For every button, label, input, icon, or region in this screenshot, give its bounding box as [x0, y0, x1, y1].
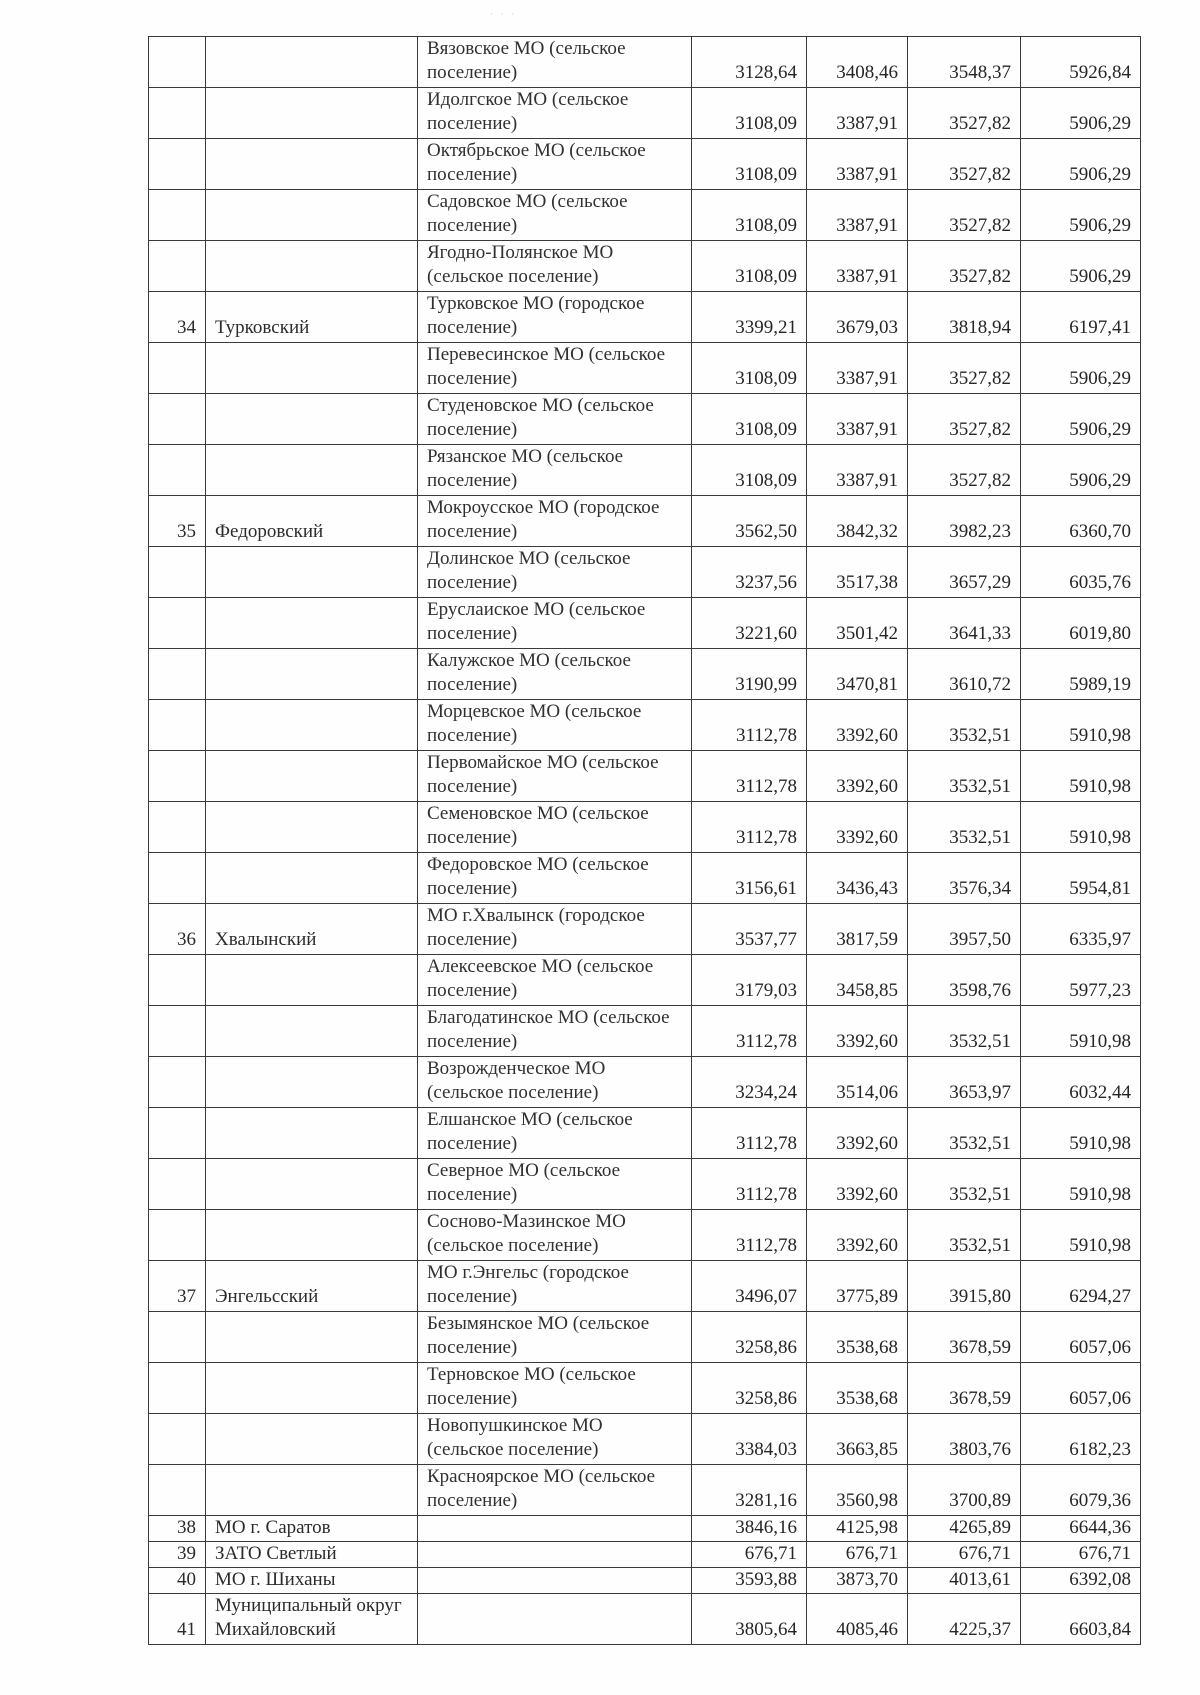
row-number	[149, 1312, 206, 1363]
table-row	[149, 547, 1141, 598]
value-2: 3679,03	[807, 292, 908, 343]
value-2: 3392,60	[807, 1159, 908, 1210]
value-2: 3392,60	[807, 802, 908, 853]
value-4: 5906,29	[1021, 139, 1141, 190]
table-row	[149, 700, 1141, 751]
value-3: 3527,82	[908, 190, 1021, 241]
table-row	[149, 1159, 1141, 1210]
row-number	[149, 139, 206, 190]
value-2: 3408,46	[807, 37, 908, 88]
settlement-name: Красноярское МО (сельское поселение)	[418, 1465, 692, 1516]
value-4: 5910,98	[1021, 1159, 1141, 1210]
settlement-name: Благодатинское МО (сельское поселение)	[418, 1006, 692, 1057]
value-3: 3548,37	[908, 37, 1021, 88]
value-3: 676,71	[908, 1542, 1021, 1568]
value-2: 3842,32	[807, 496, 908, 547]
district-name	[206, 1363, 418, 1414]
table-row	[149, 88, 1141, 139]
district-name	[206, 751, 418, 802]
row-number	[149, 190, 206, 241]
row-number	[149, 343, 206, 394]
row-number	[149, 1210, 206, 1261]
settlement-name: Первомайское МО (сельское поселение)	[418, 751, 692, 802]
value-1: 3258,86	[692, 1363, 807, 1414]
table-row	[149, 343, 1141, 394]
value-2: 3775,89	[807, 1261, 908, 1312]
value-2: 3538,68	[807, 1363, 908, 1414]
value-1: 3237,56	[692, 547, 807, 598]
district-name	[206, 445, 418, 496]
table-row	[149, 802, 1141, 853]
value-1: 3562,50	[692, 496, 807, 547]
table-row	[149, 139, 1141, 190]
value-4: 6182,23	[1021, 1414, 1141, 1465]
value-2: 3387,91	[807, 445, 908, 496]
value-4: 6057,06	[1021, 1363, 1141, 1414]
district-name	[206, 598, 418, 649]
value-3: 3700,89	[908, 1465, 1021, 1516]
row-number	[149, 88, 206, 139]
value-3: 3527,82	[908, 394, 1021, 445]
value-1: 3108,09	[692, 445, 807, 496]
value-1: 3190,99	[692, 649, 807, 700]
value-2: 3392,60	[807, 1108, 908, 1159]
value-1: 3281,16	[692, 1465, 807, 1516]
row-number	[149, 241, 206, 292]
district-name: Турковский	[206, 292, 418, 343]
value-3: 3610,72	[908, 649, 1021, 700]
table-row	[149, 1516, 1141, 1542]
district-name	[206, 1312, 418, 1363]
row-number: 38	[149, 1516, 206, 1542]
table-row	[149, 751, 1141, 802]
settlement-name: Возрожденческое МО (сельское поселение)	[418, 1057, 692, 1108]
district-name: Муниципальный округ Михайловский	[206, 1594, 418, 1645]
table-row	[149, 1542, 1141, 1568]
row-number	[149, 1159, 206, 1210]
district-name	[206, 1006, 418, 1057]
table-row	[149, 1594, 1141, 1645]
district-name: Хвалынский	[206, 904, 418, 955]
value-3: 3527,82	[908, 241, 1021, 292]
settlement-name: Елшанское МО (сельское поселение)	[418, 1108, 692, 1159]
value-3: 3532,51	[908, 700, 1021, 751]
district-name	[206, 343, 418, 394]
value-4: 6197,41	[1021, 292, 1141, 343]
value-3: 3915,80	[908, 1261, 1021, 1312]
district-name	[206, 1414, 418, 1465]
table-row	[149, 241, 1141, 292]
value-2: 3560,98	[807, 1465, 908, 1516]
value-3: 3598,76	[908, 955, 1021, 1006]
row-number	[149, 1057, 206, 1108]
district-name: Федоровский	[206, 496, 418, 547]
district-name	[206, 1159, 418, 1210]
settlement-name: Терновское МО (сельское поселение)	[418, 1363, 692, 1414]
row-number	[149, 853, 206, 904]
value-2: 3387,91	[807, 88, 908, 139]
value-3: 4225,37	[908, 1594, 1021, 1645]
value-2: 3817,59	[807, 904, 908, 955]
row-number	[149, 547, 206, 598]
value-1: 3537,77	[692, 904, 807, 955]
table-row	[149, 1057, 1141, 1108]
table-row	[149, 1465, 1141, 1516]
settlement-name: Октябрьское МО (сельское поселение)	[418, 139, 692, 190]
value-3: 3576,34	[908, 853, 1021, 904]
table-body	[149, 37, 1141, 1645]
row-number	[149, 445, 206, 496]
settlement-name: Идолгское МО (сельское поселение)	[418, 88, 692, 139]
tariff-table	[148, 36, 1141, 1645]
value-4: 5910,98	[1021, 1006, 1141, 1057]
value-3: 3527,82	[908, 343, 1021, 394]
value-1: 676,71	[692, 1542, 807, 1568]
table-row	[149, 37, 1141, 88]
district-name	[206, 139, 418, 190]
value-4: 5906,29	[1021, 190, 1141, 241]
value-3: 3803,76	[908, 1414, 1021, 1465]
value-1: 3108,09	[692, 343, 807, 394]
value-1: 3108,09	[692, 394, 807, 445]
row-number	[149, 955, 206, 1006]
value-3: 3532,51	[908, 1006, 1021, 1057]
value-3: 4013,61	[908, 1568, 1021, 1594]
district-name: ЗАТО Светлый	[206, 1542, 418, 1568]
table-row	[149, 1210, 1141, 1261]
value-1: 3258,86	[692, 1312, 807, 1363]
district-name	[206, 955, 418, 1006]
value-4: 6032,44	[1021, 1057, 1141, 1108]
value-3: 3957,50	[908, 904, 1021, 955]
value-2: 4085,46	[807, 1594, 908, 1645]
value-2: 3514,06	[807, 1057, 908, 1108]
settlement-name: Еруслаиское МО (сельское поселение)	[418, 598, 692, 649]
row-number	[149, 649, 206, 700]
district-name	[206, 649, 418, 700]
value-1: 3384,03	[692, 1414, 807, 1465]
district-name	[206, 853, 418, 904]
value-4: 6294,27	[1021, 1261, 1141, 1312]
district-name: МО г. Шиханы	[206, 1568, 418, 1594]
value-4: 5910,98	[1021, 700, 1141, 751]
value-1: 3805,64	[692, 1594, 807, 1645]
table-row	[149, 853, 1141, 904]
district-name	[206, 394, 418, 445]
table-row	[149, 496, 1141, 547]
settlement-name: Калужское МО (сельское поселение)	[418, 649, 692, 700]
value-3: 3532,51	[908, 1108, 1021, 1159]
value-2: 3501,42	[807, 598, 908, 649]
row-number	[149, 1108, 206, 1159]
value-4: 5977,23	[1021, 955, 1141, 1006]
district-name	[206, 190, 418, 241]
value-1: 3496,07	[692, 1261, 807, 1312]
table-row	[149, 1312, 1141, 1363]
table-row	[149, 1108, 1141, 1159]
row-number: 41	[149, 1594, 206, 1645]
table-row	[149, 1363, 1141, 1414]
value-4: 676,71	[1021, 1542, 1141, 1568]
value-1: 3234,24	[692, 1057, 807, 1108]
row-number: 37	[149, 1261, 206, 1312]
row-number: 35	[149, 496, 206, 547]
table-row	[149, 394, 1141, 445]
value-1: 3108,09	[692, 241, 807, 292]
row-number	[149, 1465, 206, 1516]
value-2: 3387,91	[807, 394, 908, 445]
value-2: 3392,60	[807, 751, 908, 802]
value-4: 5954,81	[1021, 853, 1141, 904]
row-number	[149, 1363, 206, 1414]
value-1: 3108,09	[692, 139, 807, 190]
value-1: 3112,78	[692, 700, 807, 751]
settlement-name: Морцевское МО (сельское поселение)	[418, 700, 692, 751]
value-4: 5910,98	[1021, 1108, 1141, 1159]
district-name	[206, 241, 418, 292]
district-name	[206, 1210, 418, 1261]
value-3: 3982,23	[908, 496, 1021, 547]
value-3: 3657,29	[908, 547, 1021, 598]
value-1: 3112,78	[692, 751, 807, 802]
value-1: 3108,09	[692, 88, 807, 139]
district-name	[206, 37, 418, 88]
value-2: 676,71	[807, 1542, 908, 1568]
settlement-name: Долинское МО (сельское поселение)	[418, 547, 692, 598]
settlement-name: Вязовское МО (сельское поселение)	[418, 37, 692, 88]
value-4: 6644,36	[1021, 1516, 1141, 1542]
value-2: 3387,91	[807, 343, 908, 394]
value-4: 5989,19	[1021, 649, 1141, 700]
settlement-name: Турковское МО (городское поселение)	[418, 292, 692, 343]
row-number	[149, 751, 206, 802]
table-row	[149, 649, 1141, 700]
scan-artifact: · · ·	[490, 10, 517, 19]
value-4: 6392,08	[1021, 1568, 1141, 1594]
value-2: 3392,60	[807, 700, 908, 751]
value-4: 5906,29	[1021, 445, 1141, 496]
value-3: 3527,82	[908, 445, 1021, 496]
district-name	[206, 1108, 418, 1159]
value-1: 3846,16	[692, 1516, 807, 1542]
value-2: 3458,85	[807, 955, 908, 1006]
value-2: 3873,70	[807, 1568, 908, 1594]
settlement-name: Безымянское МО (сельское поселение)	[418, 1312, 692, 1363]
value-3: 3527,82	[908, 139, 1021, 190]
settlement-name: Садовское МО (сельское поселение)	[418, 190, 692, 241]
settlement-name: МО г.Энгельс (городское поселение)	[418, 1261, 692, 1312]
settlement-name: Перевесинское МО (сельское поселение)	[418, 343, 692, 394]
value-1: 3112,78	[692, 1210, 807, 1261]
value-4: 5910,98	[1021, 1210, 1141, 1261]
value-1: 3112,78	[692, 1108, 807, 1159]
settlement-name: Сосново-Мазинское МО (сельское поселение)	[418, 1210, 692, 1261]
value-1: 3399,21	[692, 292, 807, 343]
value-3: 3532,51	[908, 1210, 1021, 1261]
row-number	[149, 394, 206, 445]
value-2: 3392,60	[807, 1210, 908, 1261]
value-2: 3470,81	[807, 649, 908, 700]
district-name	[206, 88, 418, 139]
value-3: 3641,33	[908, 598, 1021, 649]
row-number	[149, 802, 206, 853]
row-number	[149, 1414, 206, 1465]
value-4: 5926,84	[1021, 37, 1141, 88]
value-1: 3112,78	[692, 802, 807, 853]
table-row	[149, 904, 1141, 955]
district-name	[206, 802, 418, 853]
settlement-name: Ягодно-Полянское МО (сельское поселение)	[418, 241, 692, 292]
value-4: 5906,29	[1021, 343, 1141, 394]
value-4: 6019,80	[1021, 598, 1141, 649]
row-number: 40	[149, 1568, 206, 1594]
row-number: 36	[149, 904, 206, 955]
value-2: 3387,91	[807, 139, 908, 190]
row-number	[149, 37, 206, 88]
settlement-name: Студеновское МО (сельское поселение)	[418, 394, 692, 445]
table-row	[149, 1414, 1141, 1465]
district-name: Энгельсский	[206, 1261, 418, 1312]
value-3: 3532,51	[908, 751, 1021, 802]
value-2: 3387,91	[807, 190, 908, 241]
value-3: 3532,51	[908, 1159, 1021, 1210]
value-1: 3593,88	[692, 1568, 807, 1594]
value-1: 3156,61	[692, 853, 807, 904]
settlement-name: Новопушкинское МО (сельское поселение)	[418, 1414, 692, 1465]
value-3: 3653,97	[908, 1057, 1021, 1108]
value-4: 6603,84	[1021, 1594, 1141, 1645]
value-3: 3527,82	[908, 88, 1021, 139]
value-4: 5906,29	[1021, 88, 1141, 139]
value-4: 6079,36	[1021, 1465, 1141, 1516]
settlement-name: Федоровское МО (сельское поселение)	[418, 853, 692, 904]
table-row	[149, 1261, 1141, 1312]
table-row	[149, 1568, 1141, 1594]
value-1: 3112,78	[692, 1006, 807, 1057]
settlement-name	[418, 1542, 692, 1568]
value-1: 3128,64	[692, 37, 807, 88]
settlement-name: Рязанское МО (сельское поселение)	[418, 445, 692, 496]
value-1: 3179,03	[692, 955, 807, 1006]
value-4: 5910,98	[1021, 802, 1141, 853]
district-name	[206, 700, 418, 751]
table-row	[149, 190, 1141, 241]
row-number: 39	[149, 1542, 206, 1568]
value-2: 3517,38	[807, 547, 908, 598]
value-3: 4265,89	[908, 1516, 1021, 1542]
table-row	[149, 598, 1141, 649]
table-row	[149, 1006, 1141, 1057]
value-3: 3678,59	[908, 1363, 1021, 1414]
table-row	[149, 955, 1141, 1006]
settlement-name: Семеновское МО (сельское поселение)	[418, 802, 692, 853]
value-3: 3532,51	[908, 802, 1021, 853]
value-1: 3112,78	[692, 1159, 807, 1210]
value-4: 5906,29	[1021, 394, 1141, 445]
district-name: МО г. Саратов	[206, 1516, 418, 1542]
value-4: 6057,06	[1021, 1312, 1141, 1363]
settlement-name	[418, 1516, 692, 1542]
value-2: 3392,60	[807, 1006, 908, 1057]
value-2: 3387,91	[807, 241, 908, 292]
row-number	[149, 598, 206, 649]
settlement-name: МО г.Хвалынск (городское поселение)	[418, 904, 692, 955]
value-4: 5910,98	[1021, 751, 1141, 802]
row-number: 34	[149, 292, 206, 343]
settlement-name	[418, 1568, 692, 1594]
value-1: 3221,60	[692, 598, 807, 649]
value-2: 3538,68	[807, 1312, 908, 1363]
district-name	[206, 1057, 418, 1108]
row-number	[149, 700, 206, 751]
value-3: 3818,94	[908, 292, 1021, 343]
settlement-name: Северное МО (сельское поселение)	[418, 1159, 692, 1210]
value-2: 4125,98	[807, 1516, 908, 1542]
settlement-name: Мокроусское МО (городское поселение)	[418, 496, 692, 547]
row-number	[149, 1006, 206, 1057]
district-name	[206, 1465, 418, 1516]
settlement-name: Алексеевское МО (сельское поселение)	[418, 955, 692, 1006]
value-2: 3663,85	[807, 1414, 908, 1465]
value-2: 3436,43	[807, 853, 908, 904]
value-4: 6335,97	[1021, 904, 1141, 955]
value-4: 6360,70	[1021, 496, 1141, 547]
district-name	[206, 547, 418, 598]
table-row	[149, 292, 1141, 343]
value-4: 5906,29	[1021, 241, 1141, 292]
value-3: 3678,59	[908, 1312, 1021, 1363]
value-1: 3108,09	[692, 190, 807, 241]
settlement-name	[418, 1594, 692, 1645]
value-4: 6035,76	[1021, 547, 1141, 598]
table-row	[149, 445, 1141, 496]
